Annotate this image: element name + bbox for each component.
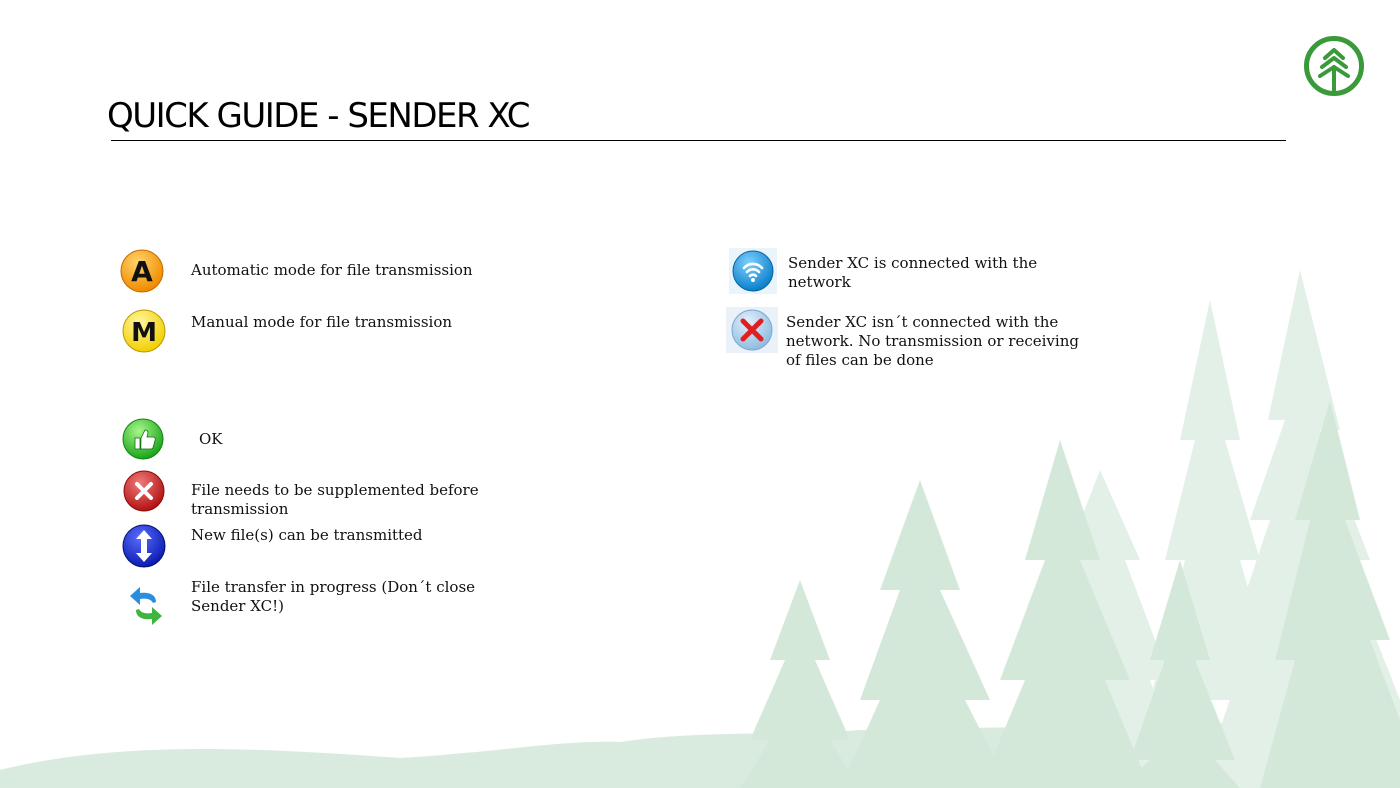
disconnected-label: Sender XC isn´t connected with the network. No transmission or receiving of files can be done bbox=[786, 313, 1079, 369]
ok-label: OK bbox=[199, 430, 223, 448]
thumbs-up-icon bbox=[122, 418, 164, 460]
automatic-mode-icon bbox=[119, 248, 165, 294]
page-title: QUICK GUIDE - SENDER XC bbox=[107, 96, 529, 136]
svg-text:A: A bbox=[131, 255, 153, 288]
up-down-arrow-icon bbox=[122, 524, 166, 568]
transfer-arrows-icon bbox=[126, 584, 166, 628]
in-progress-label: File transfer in progress (Don´t close Sender XC!) bbox=[191, 578, 476, 615]
connected-label: Sender XC is connected with the network bbox=[788, 254, 1038, 291]
red-x-circle-icon bbox=[123, 470, 165, 512]
new-files-label: New file(s) can be transmitted bbox=[191, 526, 423, 544]
network-disconnected-icon bbox=[726, 307, 778, 353]
automatic-mode-label: Automatic mode for file transmission bbox=[191, 261, 473, 279]
network-connected-icon bbox=[729, 248, 777, 294]
manual-mode-label: Manual mode for file transmission bbox=[191, 313, 453, 331]
title-divider bbox=[111, 140, 1286, 141]
manual-mode-icon bbox=[121, 308, 167, 354]
tree-logo-icon bbox=[1303, 35, 1365, 97]
svg-text:M: M bbox=[131, 318, 157, 348]
supplement-label: File needs to be supplemented before transmission bbox=[191, 481, 479, 518]
